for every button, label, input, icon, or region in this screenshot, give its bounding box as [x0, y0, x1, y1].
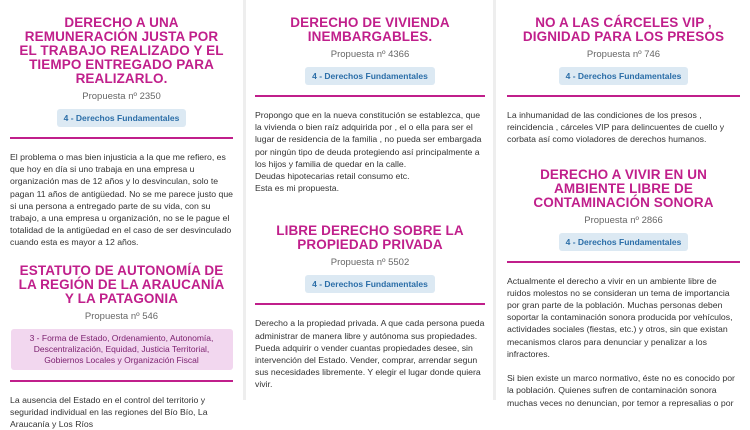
proposal-card[interactable]	[507, 16, 740, 146]
proposal-description: La inhumanidad de las condiciones de los presos , reincidencia , cárceles VIP para delincuentes de cuello y corbata así como violadores de derechos humanos.	[507, 110, 725, 145]
divider	[255, 303, 485, 305]
proposal-card[interactable]	[255, 16, 485, 194]
proposal-number: Propuesta nº 4366	[330, 49, 410, 60]
category-badge[interactable]: 4 - Derechos Fundamentales	[305, 275, 435, 293]
proposal-title[interactable]: LIBRE DERECHO SOBRE LA PROPIEDAD PRIVADA	[276, 223, 464, 253]
column-divider	[493, 0, 496, 400]
divider	[255, 95, 485, 97]
proposal-description: Propongo que en la nueva constitución se establezca, que la vivienda o bien raíz adquirida por , el o ella para ser el lugar de residencia de la familia , no pueda ser embargada por ningún tipo de deuda protegiendo así principalmente a los hijos y familia de quedar en la calle. Deudas hipotecarias retail consumo etc. Esta es mi propuesta.	[255, 110, 482, 194]
column-1	[0, 0, 243, 430]
category-badge[interactable]: 4 - Derechos Fundamentales	[559, 67, 689, 85]
divider	[507, 95, 740, 97]
proposal-card[interactable]	[10, 264, 233, 430]
proposal-title[interactable]: DERECHO A VIVIR EN UN AMBIENTE LIBRE DE CONTAMINACIÓN SONORA	[533, 166, 714, 210]
column-3	[497, 0, 750, 408]
divider	[10, 137, 233, 139]
proposal-description: La ausencia del Estado en el control del territorio y seguridad individual en las regiones del Bío Bío, La Araucanía y Los Ríos	[10, 394, 208, 430]
proposal-number: Propuesta nº 5502	[330, 257, 410, 269]
proposal-card[interactable]	[10, 16, 233, 249]
proposal-number: Propuesta nº 2350	[82, 91, 161, 102]
proposal-card[interactable]	[255, 224, 485, 390]
category-badge[interactable]: 3 - Forma de Estado, Ordenamiento, Autonomía, Descentralización, Equidad, Justicia Territorial, Gobiernos Locales y Organización Fiscal	[11, 329, 233, 370]
proposal-title[interactable]: NO A LAS CÁRCELES VIP , DIGNIDAD PARA LOS PRESOS	[522, 15, 725, 44]
divider	[10, 380, 233, 382]
proposal-title[interactable]: ESTATUTO DE AUTONOMÍA DE LA REGIÓN DE LA ARAUCANÍA Y LA PATAGONIA	[18, 262, 225, 306]
proposal-description: Derecho a la propiedad privada. A que cada persona pueda administrar de manera libre y autónoma sus propiedades. Pueda adquirir o vender cuantas propiedades desee, sin intervención del Estado. Vender, comprar, arrendar segun sus necesidades libremente. Y elegir el lugar donde quiera vivir.	[255, 318, 485, 390]
proposal-description: Actualmente el derecho a vivir en un ambiente libre de ruidos molestos no se consideran un tema de importancia por gran parte de la población. Muchas personas deben soportar la contaminación sonora producida por vehículos, actividades sociales (fiestas, etc.) y otros, sin que existan mecanismos claros para denunciar y penalizar a los infractores. Si bien existe un marco normativo, éste no es conocido por la población. Quienes sufren de contaminación sonora muchas veces no denuncian, por temor a represalias o por	[507, 275, 735, 408]
proposal-description: El problema o mas bien injusticia a la que me refiero, es que hoy en día si uno trabaja en una empresa u organización mas de 12 años y lo desvinculan, solo te pagan 11 años de antigüedad. No se me parece justo que si una persona a entregado parte de su vida, con su trabajo, a una empresa u organización, no se le pague el totalidad de la antigüedad en el caso de ser desvinculado cuando esta es mayor a 12 años.	[10, 152, 233, 248]
category-badge[interactable]: 4 - Derechos Fundamentales	[57, 109, 187, 127]
proposal-number: Propuesta nº 746	[586, 49, 661, 60]
proposal-title[interactable]: DERECHO A UNA REMUNERACIÓN JUSTA POR EL TRABAJO REALIZADO Y EL TIEMPO ENTREGADO PARA REALIZARLO.	[19, 15, 224, 86]
category-badge[interactable]: 4 - Derechos Fundamentales	[305, 67, 435, 85]
proposal-title[interactable]: DERECHO DE VIVIENDA INEMBARGABLES.	[290, 15, 450, 44]
proposal-number: Propuesta nº 546	[84, 310, 159, 322]
proposal-number: Propuesta nº 2866	[584, 214, 663, 226]
category-badge[interactable]: 4 - Derechos Fundamentales	[559, 233, 689, 251]
proposal-card[interactable]	[507, 168, 740, 409]
column-divider	[243, 0, 246, 400]
divider	[507, 261, 740, 263]
column-2	[247, 0, 493, 400]
